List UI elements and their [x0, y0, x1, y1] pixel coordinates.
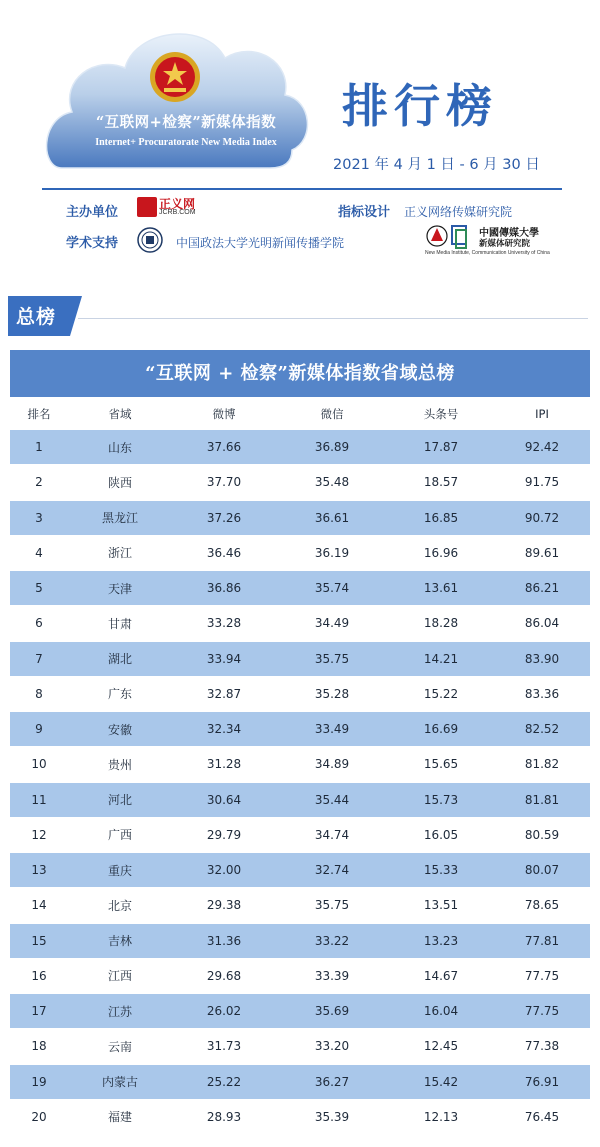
cell-rank: 9	[35, 722, 43, 737]
cell-province: 浙江	[107, 546, 132, 561]
cell-weibo: 29.68	[206, 968, 242, 983]
cell-rank: 6	[35, 616, 43, 631]
cell-wechat: 34.89	[314, 757, 350, 772]
cell-province: 福建	[107, 1110, 132, 1125]
cell-weibo: 36.46	[206, 545, 242, 560]
cell-rank: 18	[31, 1039, 47, 1054]
cell-toutiao: 15.73	[423, 792, 459, 807]
section-tab-label: 总榜	[16, 306, 57, 328]
indicator-label: 指标设计	[338, 205, 391, 220]
cell-weibo: 36.86	[206, 581, 242, 596]
cell-toutiao: 16.04	[423, 1004, 459, 1019]
table-row	[10, 783, 590, 818]
cell-ipi: 89.61	[524, 545, 560, 560]
cell-weibo: 31.73	[206, 1039, 242, 1054]
cell-rank: 19	[31, 1074, 47, 1089]
cuc-name: 中國傳媒大學	[479, 228, 539, 239]
cell-toutiao: 18.57	[423, 475, 459, 490]
cell-weibo: 32.00	[206, 863, 242, 878]
cell-province: 甘肃	[107, 616, 132, 631]
procuratorate-emblem-icon	[148, 50, 202, 104]
cell-wechat: 32.74	[314, 863, 350, 878]
column-header-wechat: 微信	[320, 406, 344, 421]
cell-weibo: 26.02	[206, 1004, 242, 1019]
column-header-province: 省域	[108, 406, 132, 421]
cell-province: 陕西	[107, 475, 132, 490]
cell-province: 贵州	[107, 757, 132, 772]
table-row	[10, 712, 590, 747]
cell-wechat: 35.48	[314, 475, 350, 490]
cell-ipi: 86.21	[524, 581, 560, 596]
cell-wechat: 35.39	[314, 1109, 350, 1124]
cell-toutiao: 14.67	[423, 968, 459, 983]
cell-ipi: 77.75	[524, 968, 560, 983]
cell-toutiao: 14.21	[423, 651, 459, 666]
cell-toutiao: 13.51	[423, 898, 459, 913]
cell-ipi: 77.38	[524, 1039, 560, 1054]
cuc-institute: 新媒体研究院	[479, 239, 531, 249]
cell-wechat: 34.74	[314, 827, 350, 842]
cell-province: 内蒙古	[101, 1075, 138, 1090]
cell-wechat: 35.74	[314, 581, 350, 596]
cell-ipi: 91.75	[524, 475, 560, 490]
cell-ipi: 83.36	[524, 686, 560, 701]
cell-weibo: 30.64	[206, 792, 242, 807]
date-range: 2021 年 4 月 1 日 - 6 月 30 日	[333, 157, 540, 173]
cell-province: 重庆	[107, 863, 132, 878]
cell-wechat: 34.49	[314, 616, 350, 631]
cell-wechat: 33.20	[314, 1039, 350, 1054]
jcrb-logo	[137, 197, 197, 219]
cell-rank: 10	[31, 757, 47, 772]
cell-ipi: 80.59	[524, 827, 560, 842]
cell-wechat: 36.19	[314, 545, 350, 560]
column-header-rank: 排名	[27, 406, 51, 421]
table-row	[10, 571, 590, 606]
cell-toutiao: 15.65	[423, 757, 459, 772]
cell-toutiao: 16.69	[423, 722, 459, 737]
cell-rank: 4	[35, 545, 43, 560]
section-divider	[78, 318, 588, 319]
cell-rank: 5	[35, 581, 43, 596]
cell-ipi: 76.45	[524, 1109, 560, 1124]
cell-wechat: 36.89	[314, 440, 350, 455]
cell-ipi: 76.91	[524, 1074, 560, 1089]
cell-province: 河北	[107, 793, 132, 808]
cell-wechat: 36.27	[314, 1074, 350, 1089]
cell-province: 江苏	[107, 1004, 132, 1019]
academic-value: 中国政法大学光明新闻传播学院	[176, 236, 345, 250]
cell-ipi: 77.75	[524, 1004, 560, 1019]
cell-weibo: 33.28	[206, 616, 242, 631]
cell-ipi: 82.52	[524, 722, 560, 737]
cell-rank: 16	[31, 968, 47, 983]
cell-weibo: 25.22	[206, 1074, 242, 1089]
cell-province: 江西	[107, 969, 132, 984]
cell-wechat: 35.75	[314, 651, 350, 666]
cell-ipi: 78.65	[524, 898, 560, 913]
column-header-ipi: IPI	[535, 406, 549, 421]
cell-weibo: 37.66	[206, 440, 242, 455]
cell-province: 广东	[107, 687, 132, 702]
table-row	[10, 606, 590, 641]
table-row	[10, 818, 590, 853]
cloud-title: “互联网+检察”新媒体指数	[95, 114, 277, 131]
table-row	[10, 1029, 590, 1064]
cell-ipi: 77.81	[524, 933, 560, 948]
cuc-logo-icon	[426, 222, 470, 252]
table-row	[10, 924, 590, 959]
cell-wechat: 35.75	[314, 898, 350, 913]
cell-weibo: 29.79	[206, 827, 242, 842]
cell-province: 吉林	[107, 934, 132, 949]
cell-weibo: 32.87	[206, 686, 242, 701]
cell-wechat: 35.28	[314, 686, 350, 701]
cell-wechat: 35.44	[314, 792, 350, 807]
table-row	[10, 430, 590, 465]
cell-rank: 20	[31, 1109, 47, 1124]
cell-ipi: 81.82	[524, 757, 560, 772]
cell-province: 天津	[107, 581, 132, 596]
cell-province: 云南	[107, 1039, 132, 1054]
cell-toutiao: 15.22	[423, 686, 459, 701]
cell-rank: 12	[31, 827, 47, 842]
cell-weibo: 28.93	[206, 1109, 242, 1124]
cell-weibo: 31.36	[206, 933, 242, 948]
table-row	[10, 888, 590, 923]
table-row	[10, 1100, 590, 1135]
column-header-toutiao: 头条号	[423, 406, 459, 421]
cell-weibo: 29.38	[206, 898, 242, 913]
cell-ipi: 92.42	[524, 440, 560, 455]
cell-province: 山东	[107, 440, 132, 455]
table-row	[10, 747, 590, 782]
cell-ipi: 86.04	[524, 616, 560, 631]
cell-toutiao: 16.05	[423, 827, 459, 842]
jcrb-logo-icon	[137, 197, 157, 217]
cell-province: 湖北	[107, 652, 132, 667]
table-row	[10, 501, 590, 536]
cell-weibo: 31.28	[206, 757, 242, 772]
table-header-row	[10, 397, 590, 430]
table-row	[10, 536, 590, 571]
cell-rank: 15	[31, 933, 47, 948]
cell-toutiao: 15.33	[423, 863, 459, 878]
table-row	[10, 853, 590, 888]
page-header	[0, 0, 600, 280]
table-body	[10, 430, 590, 1135]
cell-weibo: 33.94	[206, 651, 242, 666]
cell-toutiao: 16.96	[423, 545, 459, 560]
table-row	[10, 1065, 590, 1100]
cloud-subtitle: Internet+ Procuratorate New Media Index	[95, 137, 277, 148]
cell-rank: 3	[35, 510, 43, 525]
cell-toutiao: 17.87	[423, 440, 459, 455]
cell-province: 安徽	[107, 722, 132, 737]
cell-ipi: 83.90	[524, 651, 560, 666]
header-divider	[42, 188, 562, 190]
jcrb-logo-domain: JCRB.COM	[159, 209, 196, 216]
sponsor-label: 主办单位	[66, 205, 119, 220]
cell-rank: 17	[31, 1004, 47, 1019]
cell-rank: 2	[35, 475, 43, 490]
cell-weibo: 32.34	[206, 722, 242, 737]
table-title: “互联网 + 检察”新媒体指数省域总榜	[10, 350, 590, 397]
cell-rank: 11	[31, 792, 47, 807]
cell-ipi: 80.07	[524, 863, 560, 878]
table-row	[10, 677, 590, 712]
cell-wechat: 33.49	[314, 722, 350, 737]
cell-wechat: 33.22	[314, 933, 350, 948]
jcrb-logo-name: 正义网	[159, 197, 196, 211]
indicator-value: 正义网络传媒研究院	[404, 205, 513, 219]
cell-ipi: 81.81	[524, 792, 560, 807]
cell-rank: 7	[35, 651, 43, 666]
page-title: 排行榜	[342, 79, 498, 133]
cuc-english-name: New Media Institute, Communication University of China	[425, 250, 550, 256]
cell-weibo: 37.70	[206, 475, 242, 490]
cell-rank: 13	[31, 863, 47, 878]
cell-toutiao: 13.61	[423, 581, 459, 596]
table-row	[10, 994, 590, 1029]
cell-wechat: 36.61	[314, 510, 350, 525]
cell-wechat: 35.69	[314, 1004, 350, 1019]
table-row	[10, 465, 590, 500]
cell-ipi: 90.72	[524, 510, 560, 525]
cell-province: 黑龙江	[101, 511, 138, 526]
cell-weibo: 37.26	[206, 510, 242, 525]
cell-rank: 8	[35, 686, 43, 701]
cell-toutiao: 15.42	[423, 1074, 459, 1089]
cupl-seal-icon	[137, 227, 163, 253]
cell-toutiao: 12.13	[423, 1109, 459, 1124]
ranking-table	[10, 350, 590, 1135]
academic-label: 学术支持	[66, 236, 119, 251]
cell-toutiao: 13.23	[423, 933, 459, 948]
table-row	[10, 959, 590, 994]
cell-toutiao: 18.28	[423, 616, 459, 631]
cell-province: 广西	[107, 828, 132, 843]
cell-rank: 1	[35, 440, 43, 455]
column-header-weibo: 微博	[212, 406, 236, 421]
cell-toutiao: 12.45	[423, 1039, 459, 1054]
cell-rank: 14	[31, 898, 47, 913]
cell-wechat: 33.39	[314, 968, 350, 983]
cell-province: 北京	[107, 898, 132, 913]
cell-toutiao: 16.85	[423, 510, 459, 525]
table-row	[10, 642, 590, 677]
